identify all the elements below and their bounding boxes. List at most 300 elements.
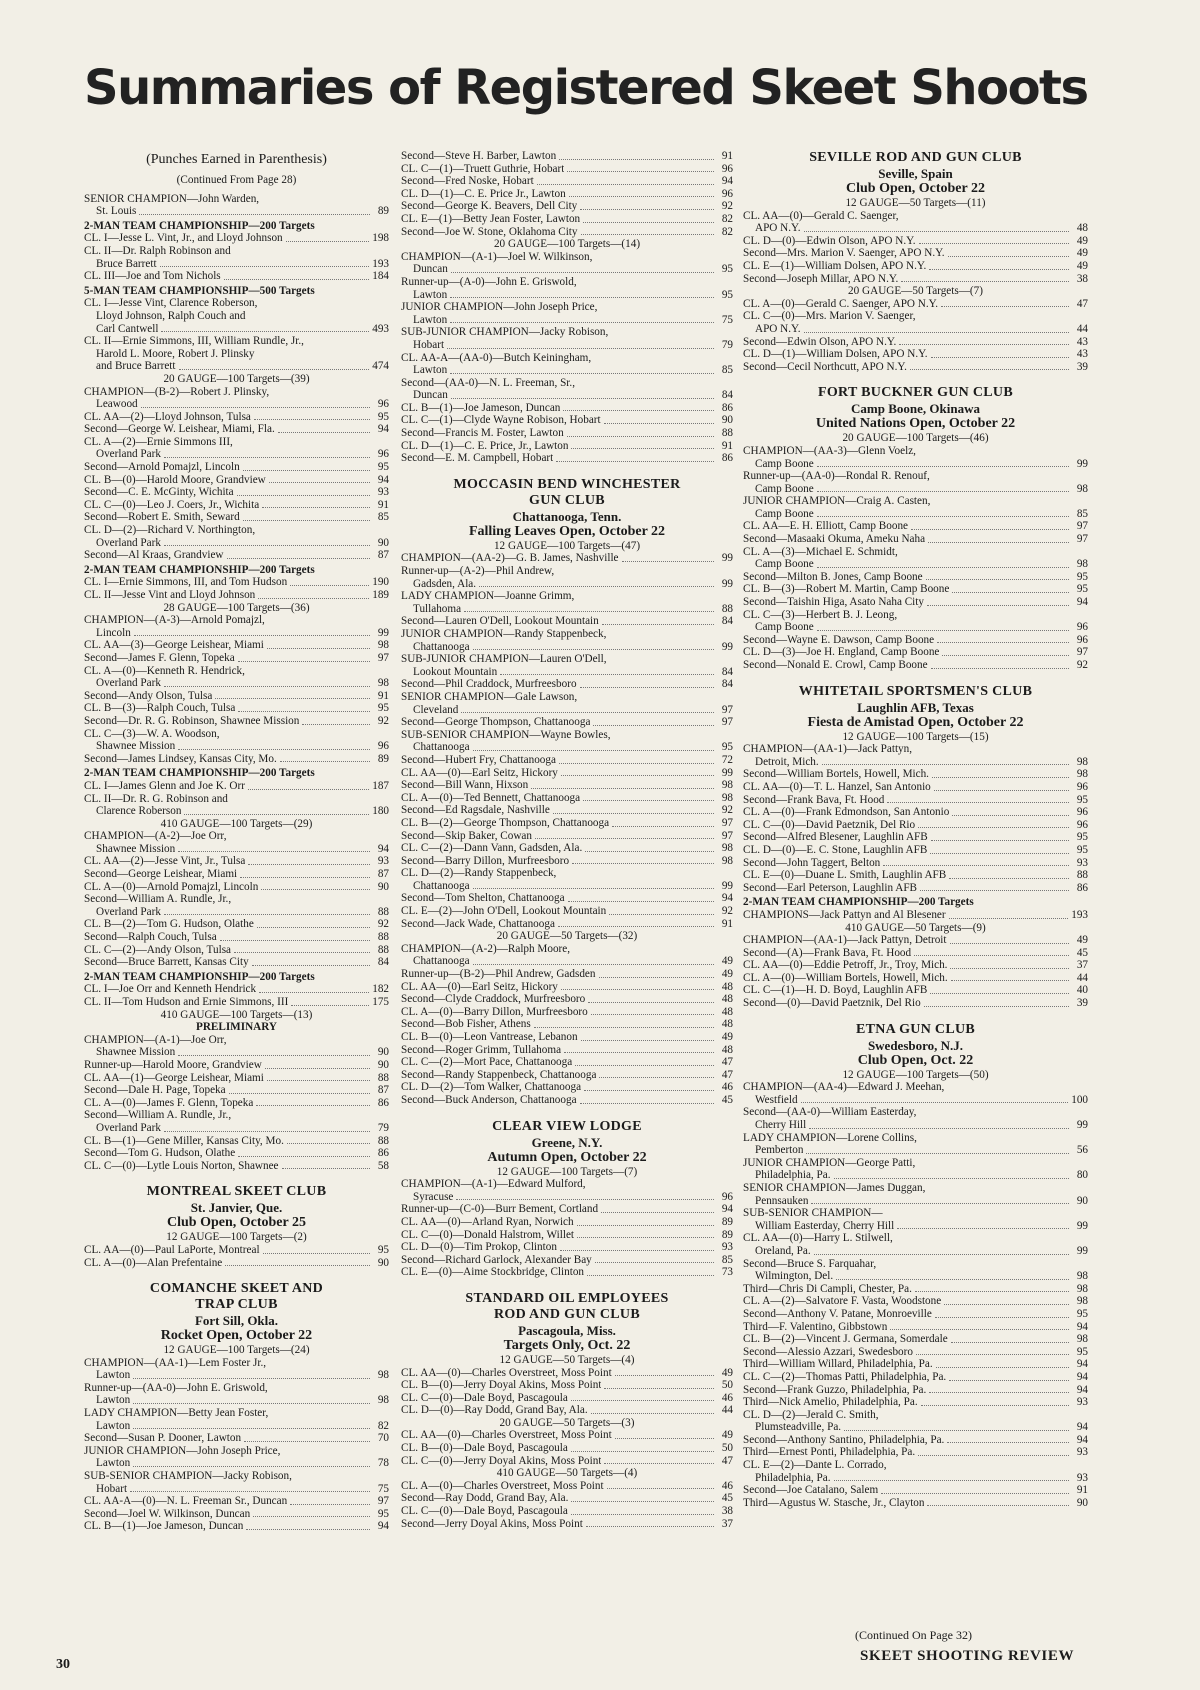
gauge-heading: 410 GAUGE—100 Targets—(13)	[160, 1008, 313, 1021]
result-text: CL. B—(0)—Leon Vantrease, Lebanon	[401, 1031, 578, 1043]
dot-leader	[915, 1291, 1069, 1292]
club-name: ROD AND GUN CLUB	[494, 1306, 640, 1322]
score: 49	[721, 1366, 733, 1379]
result-line	[401, 704, 733, 717]
result-line	[743, 882, 1088, 895]
dot-leader	[184, 814, 369, 815]
result-text: Second—Jack Wade, Chattanooga	[401, 917, 555, 930]
result-line	[84, 205, 389, 218]
result-line	[84, 335, 389, 348]
result-line	[743, 909, 1088, 922]
result-text: CL. A—(0)—Charles Overstreet, Moss Point	[401, 1479, 604, 1492]
result-text: CL. AA—(3)—George Leishear, Miami	[84, 639, 264, 652]
result-line	[743, 1157, 1088, 1170]
dot-leader	[262, 507, 370, 508]
dot-leader	[599, 977, 715, 978]
score: 48	[1076, 222, 1088, 235]
dot-leader	[164, 1131, 370, 1132]
result-line	[84, 665, 389, 678]
dot-leader	[591, 1014, 714, 1015]
result-text: Lawton	[413, 313, 448, 326]
event-title: Club Open, Oct. 22	[857, 1052, 974, 1068]
result-text: CL. A—(0)—Frank Edmondson, San Antonio	[743, 806, 950, 819]
result-line	[84, 1420, 389, 1433]
result-text: Second—George W. Leishear, Miami, Fla.	[84, 423, 275, 436]
dot-leader	[844, 1430, 1069, 1431]
event-title: Rocket Open, October 22	[160, 1328, 313, 1344]
result-line	[743, 869, 1088, 882]
result-line	[84, 448, 389, 461]
result-text: Second—Randy Stappenbeck, Chattanooga	[401, 1068, 597, 1081]
result-text: Second—Dale H. Page, Topeka	[84, 1084, 226, 1097]
result-text: Syracuse	[413, 1190, 454, 1203]
result-line	[743, 831, 1088, 844]
score: 82	[721, 212, 733, 225]
score: 97	[377, 1495, 389, 1508]
result-line	[401, 578, 733, 591]
score: 96	[1076, 633, 1088, 646]
result-line	[401, 716, 733, 729]
result-text: Second—Anthony Santino, Philadelphia, Pa.	[743, 1433, 945, 1446]
result-text: CL. AA—E. H. Elliott, Camp Boone	[743, 520, 909, 533]
dot-leader	[924, 1006, 1069, 1007]
dot-leader	[951, 980, 1069, 981]
result-text: CL. A—(0)—Kenneth R. Hendrick,	[84, 664, 245, 677]
score: 75	[721, 313, 733, 326]
score: 90	[1076, 1496, 1088, 1509]
dot-leader	[133, 1428, 370, 1429]
continuation-line: Harold L. Moore, Robert J. Plinsky	[96, 347, 255, 360]
result-text: CL. I—Joe Orr and Kenneth Hendrick	[84, 983, 257, 996]
result-text: CL. II—Dr. Ralph Robinson and	[84, 244, 231, 257]
score: 99	[377, 626, 389, 639]
dot-leader	[215, 698, 370, 699]
result-text: Second—(AA-0)—William Easterday,	[743, 1106, 917, 1119]
dot-leader	[451, 398, 714, 399]
result-text: Second—Barry Dillon, Murfreesboro	[401, 854, 570, 867]
score: 90	[1076, 1194, 1088, 1207]
dot-leader	[564, 1052, 714, 1053]
result-line	[401, 263, 733, 276]
result-line	[743, 756, 1088, 769]
score: 49	[1076, 934, 1088, 947]
score: 95	[377, 410, 389, 423]
score: 90	[377, 536, 389, 549]
result-text: CL. E—(1)—Betty Jean Foster, Lawton	[401, 212, 581, 225]
score: 48	[721, 980, 733, 993]
dot-leader	[134, 635, 370, 636]
section-note: (Punches Earned in Parenthesis)	[146, 152, 327, 167]
score: 98	[1076, 482, 1088, 495]
result-line	[401, 1031, 733, 1044]
result-line	[401, 993, 733, 1006]
result-text: Second—Phil Craddock, Murfreesboro	[401, 678, 577, 691]
score: 95	[1076, 1345, 1088, 1358]
score: 99	[1076, 457, 1088, 470]
score: 98	[377, 1394, 389, 1407]
score: 43	[1076, 335, 1088, 348]
score: 84	[721, 678, 733, 691]
result-text: Second—Joseph Millar, APO N.Y.	[743, 272, 899, 285]
gauge-heading: 20 GAUGE—50 Targets—(32)	[496, 930, 638, 943]
result-line	[401, 1518, 733, 1531]
result-text: Second—Cecil Northcutt, APO N.Y.	[743, 360, 907, 373]
result-text: CL. E—(1)—William Dolsen, APO N.Y.	[743, 259, 927, 272]
dot-leader	[952, 815, 1069, 816]
dot-leader	[817, 516, 1069, 517]
result-text: Lincoln	[96, 626, 131, 639]
score: 95	[1076, 1307, 1088, 1320]
result-line	[743, 743, 1088, 756]
score: 43	[1076, 348, 1088, 361]
result-line	[84, 702, 389, 715]
score: 90	[377, 880, 389, 893]
result-text: CL. C—(2)—Andy Olson, Tulsa	[84, 943, 232, 956]
result-line	[84, 805, 389, 818]
result-line	[743, 972, 1088, 985]
dot-leader	[261, 889, 370, 890]
result-text: Second—Ed Ragsdale, Nashville	[401, 804, 550, 817]
score: 96	[377, 398, 389, 411]
dot-leader	[243, 470, 370, 471]
event-title: Club Open, October 25	[167, 1215, 306, 1231]
result-text: Second—Milton B. Jones, Camp Boone	[743, 570, 923, 583]
dot-leader	[588, 1002, 714, 1003]
score: 88	[721, 602, 733, 615]
dot-leader	[931, 840, 1069, 841]
club-location: Swedesboro, N.J.	[867, 1037, 964, 1053]
result-line	[84, 1520, 389, 1533]
result-text: Second—Alessio Azzari, Swedesboro	[743, 1345, 913, 1358]
dot-leader	[934, 790, 1069, 791]
score: 91	[377, 689, 389, 702]
dot-leader	[286, 241, 370, 242]
result-text: CL. D—(0)—Tim Prokop, Clinton	[401, 1241, 557, 1254]
result-line	[743, 819, 1088, 832]
result-text: CL. AA—(0)—T. L. Hanzel, San Antonio	[743, 780, 931, 793]
score: 93	[1076, 1471, 1088, 1484]
result-line	[84, 793, 389, 806]
dot-leader	[890, 1329, 1069, 1330]
dot-leader	[575, 1065, 714, 1066]
gauge-heading: 12 GAUGE—100 Targets—(7)	[496, 1165, 638, 1178]
result-text: Overland Park	[96, 1121, 161, 1134]
result-line	[743, 659, 1088, 672]
club-location: Fort Sill, Okla.	[194, 1313, 279, 1329]
result-text: APO N.Y.	[755, 222, 801, 235]
result-line	[401, 1191, 733, 1204]
result-line	[743, 1207, 1088, 1220]
result-line	[401, 1216, 733, 1229]
result-text: Second—Earl Peterson, Laughlin AFB	[743, 881, 918, 894]
score: 88	[1076, 869, 1088, 882]
result-text: CL. I—Ernie Simmons, III, and Tom Hudson	[84, 576, 288, 589]
result-text: Second—(A)—Frank Bava, Ft. Hood	[743, 946, 912, 959]
result-text: Second—Bruce S. Farquahar,	[743, 1257, 877, 1270]
result-line	[743, 273, 1088, 286]
dot-leader	[248, 864, 370, 865]
dot-leader	[936, 1367, 1069, 1368]
result-text: CL. C—(3)—W. A. Woodson,	[84, 727, 220, 740]
result-line	[84, 1432, 389, 1445]
result-text: LADY CHAMPION—Betty Jean Foster,	[84, 1407, 269, 1420]
result-line	[401, 955, 733, 968]
result-line	[743, 794, 1088, 807]
dot-leader	[248, 789, 369, 790]
column-right	[743, 150, 1088, 1509]
result-line	[401, 1480, 733, 1493]
result-text: Hobart	[413, 338, 445, 351]
result-line	[743, 1220, 1088, 1233]
dot-leader	[899, 344, 1069, 345]
score: 86	[721, 401, 733, 414]
result-text: Cleveland	[413, 703, 459, 716]
dot-leader	[267, 1080, 370, 1081]
score: 92	[721, 804, 733, 817]
result-text: Second—George Leishear, Miami	[84, 868, 238, 881]
result-line	[743, 1258, 1088, 1271]
score: 85	[721, 364, 733, 377]
result-text: Lawton	[96, 1419, 131, 1432]
result-text: Runner-up—(A-0)—John E. Griswold,	[401, 275, 577, 288]
dot-leader	[569, 196, 714, 197]
result-text: CHAMPION—(A-3)—Arnold Pomajzl,	[84, 614, 265, 627]
dot-leader	[921, 1405, 1069, 1406]
result-line	[743, 583, 1088, 596]
result-line	[84, 524, 389, 537]
result-text: Runner-up—(A-2)—Phil Andrew,	[401, 565, 555, 578]
dot-leader	[609, 914, 714, 915]
score: 82	[377, 1419, 389, 1432]
gauge-heading: 12 GAUGE—100 Targets—(24)	[163, 1344, 310, 1357]
club-name: ETNA GUN CLUB	[855, 1021, 976, 1037]
result-text: Chattanooga	[413, 741, 470, 754]
result-line	[401, 163, 733, 176]
score: 96	[721, 1190, 733, 1203]
dot-leader	[941, 306, 1069, 307]
result-text: CL. D—(2)—Randy Stappenbeck,	[401, 867, 557, 880]
result-line	[743, 445, 1088, 458]
result-text: CL. B—(0)—Harold Moore, Grandview	[84, 473, 266, 486]
dot-leader	[928, 542, 1069, 543]
result-text: Second—Arnold Pomajzl, Lincoln	[84, 461, 240, 474]
result-text: CL. D—(2)—Tom Walker, Chattanooga	[401, 1081, 582, 1094]
result-line	[401, 1081, 733, 1094]
result-text: Lawton	[413, 288, 448, 301]
dot-leader	[558, 926, 714, 927]
result-line	[84, 193, 389, 206]
dot-leader	[139, 214, 370, 215]
result-text: Chattanooga	[413, 955, 470, 968]
dot-leader	[500, 674, 714, 675]
result-line	[401, 754, 733, 767]
result-line	[401, 377, 733, 390]
result-text: Detroit, Mich.	[755, 755, 819, 768]
score: 84	[377, 956, 389, 969]
dot-leader	[164, 545, 370, 546]
score: 39	[1076, 997, 1088, 1010]
score: 85	[377, 511, 389, 524]
result-text: Second—Fred Noske, Hobart	[401, 175, 534, 188]
result-line	[401, 792, 733, 805]
result-line	[84, 753, 389, 766]
result-text: Second—Al Kraas, Grandview	[84, 549, 224, 562]
score: 89	[721, 1215, 733, 1228]
dot-leader	[950, 943, 1069, 944]
result-text: Third—Chris Di Campli, Chester, Pa.	[743, 1282, 912, 1295]
result-line	[84, 1407, 389, 1420]
dot-leader	[622, 561, 714, 562]
club-name: GUN CLUB	[529, 492, 605, 508]
score: 99	[721, 766, 733, 779]
gauge-heading: 12 GAUGE—100 Targets—(2)	[166, 1231, 307, 1244]
dot-leader	[535, 838, 714, 839]
score: 45	[1076, 946, 1088, 959]
dot-leader	[290, 585, 369, 586]
dot-leader	[580, 687, 714, 688]
score: 84	[721, 615, 733, 628]
result-line	[84, 486, 389, 499]
result-line	[401, 1455, 733, 1468]
result-line	[401, 590, 733, 603]
result-line	[84, 1382, 389, 1395]
result-line	[84, 323, 389, 336]
result-line	[401, 1229, 733, 1242]
dot-leader	[581, 234, 714, 235]
result-line	[743, 984, 1088, 997]
score: 96	[377, 740, 389, 753]
dot-leader	[556, 461, 714, 462]
result-line	[84, 1257, 389, 1270]
result-text: SUB-SENIOR CHAMPION—Jacky Robison,	[84, 1470, 292, 1483]
result-text: CL. II—Ernie Simmons, III, William Rundle, Jr.,	[84, 335, 304, 348]
gauge-heading: 410 GAUGE—100 Targets—(29)	[160, 817, 313, 830]
dot-leader	[256, 1105, 370, 1106]
result-line	[743, 1119, 1088, 1132]
result-text: CL. D—(2)—Richard V. Northington,	[84, 524, 256, 537]
dot-leader	[265, 1068, 370, 1069]
dot-leader	[577, 1225, 714, 1226]
result-line	[401, 1094, 733, 1107]
score: 95	[721, 263, 733, 276]
result-line	[743, 997, 1088, 1010]
result-text: Overland Park	[96, 448, 161, 461]
result-text: CL. III—Joe and Tom Nichols	[84, 270, 221, 283]
score: 90	[377, 1256, 389, 1269]
dot-leader	[451, 272, 714, 273]
page-title: Summaries of Registered Skeet Shoots	[84, 60, 1088, 116]
result-text: Runner-up—(AA-0)—John E. Griswold,	[84, 1381, 268, 1394]
team-heading: 2-MAN TEAM CHAMPIONSHIP—200 Targets	[84, 563, 315, 576]
dot-leader	[584, 1090, 714, 1091]
team-heading: 5-MAN TEAM CHAMPIONSHIP—500 Targets	[84, 284, 315, 297]
result-text: Lawton	[96, 1457, 131, 1470]
continued-note: (Continued On Page 32)	[855, 1628, 972, 1642]
result-text: William Easterday, Cherry Hill	[755, 1219, 895, 1232]
result-text: CL. AA—(0)—Arland Ryan, Norwich	[401, 1215, 574, 1228]
result-text: Second—Wayne E. Dawson, Camp Boone	[743, 633, 935, 646]
result-line	[743, 857, 1088, 870]
result-line	[401, 1203, 733, 1216]
dot-leader	[450, 322, 714, 323]
result-text: Gadsden, Ala.	[413, 577, 477, 590]
score: 190	[372, 576, 389, 589]
score: 95	[377, 1243, 389, 1256]
result-text: Camp Boone	[755, 482, 814, 495]
result-text: Overland Park	[96, 905, 161, 918]
result-text: CL. A—(0)—William Bortels, Howell, Mich.	[743, 971, 948, 984]
dot-leader	[881, 1493, 1069, 1494]
score: 49	[721, 1429, 733, 1442]
result-line	[84, 245, 389, 258]
dot-leader	[282, 1168, 370, 1169]
result-text: Lawton	[96, 1394, 131, 1407]
result-line	[84, 549, 389, 562]
result-text: CL. A—(0)—Arnold Pomajzl, Lincoln	[84, 880, 259, 893]
result-line	[743, 571, 1088, 584]
result-text: Second—Richard Garlock, Alexander Bay	[401, 1253, 592, 1266]
result-line	[84, 461, 389, 474]
dot-leader	[593, 725, 714, 726]
dot-leader	[897, 1228, 1069, 1229]
score: 99	[1076, 1119, 1088, 1132]
result-text: CHAMPION—(A-1)—Joel W. Wilkinson,	[401, 250, 593, 263]
dot-leader	[920, 890, 1069, 891]
dot-leader	[141, 407, 370, 408]
result-line	[84, 1495, 389, 1508]
gauge-heading: 12 GAUGE—50 Targets—(11)	[845, 197, 986, 209]
result-text: CL. C—(2)—Mort Pace, Chattanooga	[401, 1056, 573, 1069]
result-line	[401, 729, 733, 742]
result-line	[401, 603, 733, 616]
result-line	[84, 232, 389, 245]
result-text: CHAMPION—(A-1)—Edward Mulford,	[401, 1178, 586, 1191]
dot-leader	[224, 279, 370, 280]
result-line	[84, 423, 389, 436]
dot-leader	[931, 357, 1069, 358]
dot-leader	[130, 1491, 370, 1492]
dot-leader	[930, 853, 1069, 854]
score: 86	[1076, 881, 1088, 894]
result-line	[401, 880, 733, 893]
score: 93	[1076, 1446, 1088, 1459]
result-text: CL. AA—(2)—Jesse Vint, Jr., Tulsa	[84, 855, 246, 868]
dot-leader	[801, 1102, 1069, 1103]
result-line	[401, 678, 733, 691]
dot-leader	[883, 865, 1069, 866]
result-line	[84, 740, 389, 753]
score: 49	[1076, 247, 1088, 260]
result-text: Third—Ernest Ponti, Philadelphia, Pa.	[743, 1446, 916, 1459]
dot-leader	[887, 802, 1069, 803]
gauge-heading: PRELIMINARY	[195, 1021, 278, 1034]
dot-leader	[944, 1304, 1069, 1305]
dot-leader	[568, 901, 714, 902]
club-location: St. Janvier, Que.	[190, 1200, 283, 1216]
result-text: CL. II—Tom Hudson and Ernie Simmons, III	[84, 996, 289, 1008]
result-text: CHAMPION—(A-2)—Joe Orr,	[84, 830, 227, 843]
dot-leader	[450, 297, 714, 298]
result-line	[401, 918, 733, 931]
result-text: CHAMPIONS—Jack Pattyn and Al Blesener	[743, 908, 946, 921]
result-text: Second—Steve H. Barber, Lawton	[401, 150, 557, 162]
dot-leader	[227, 558, 371, 559]
result-text: CL. C—(1)—H. D. Boyd, Laughlin AFB	[743, 984, 928, 997]
score: 73	[721, 1266, 733, 1279]
dot-leader	[910, 369, 1069, 370]
result-text: Second—(0)—David Paetznik, Del Rio	[743, 997, 921, 1010]
result-line	[84, 652, 389, 665]
